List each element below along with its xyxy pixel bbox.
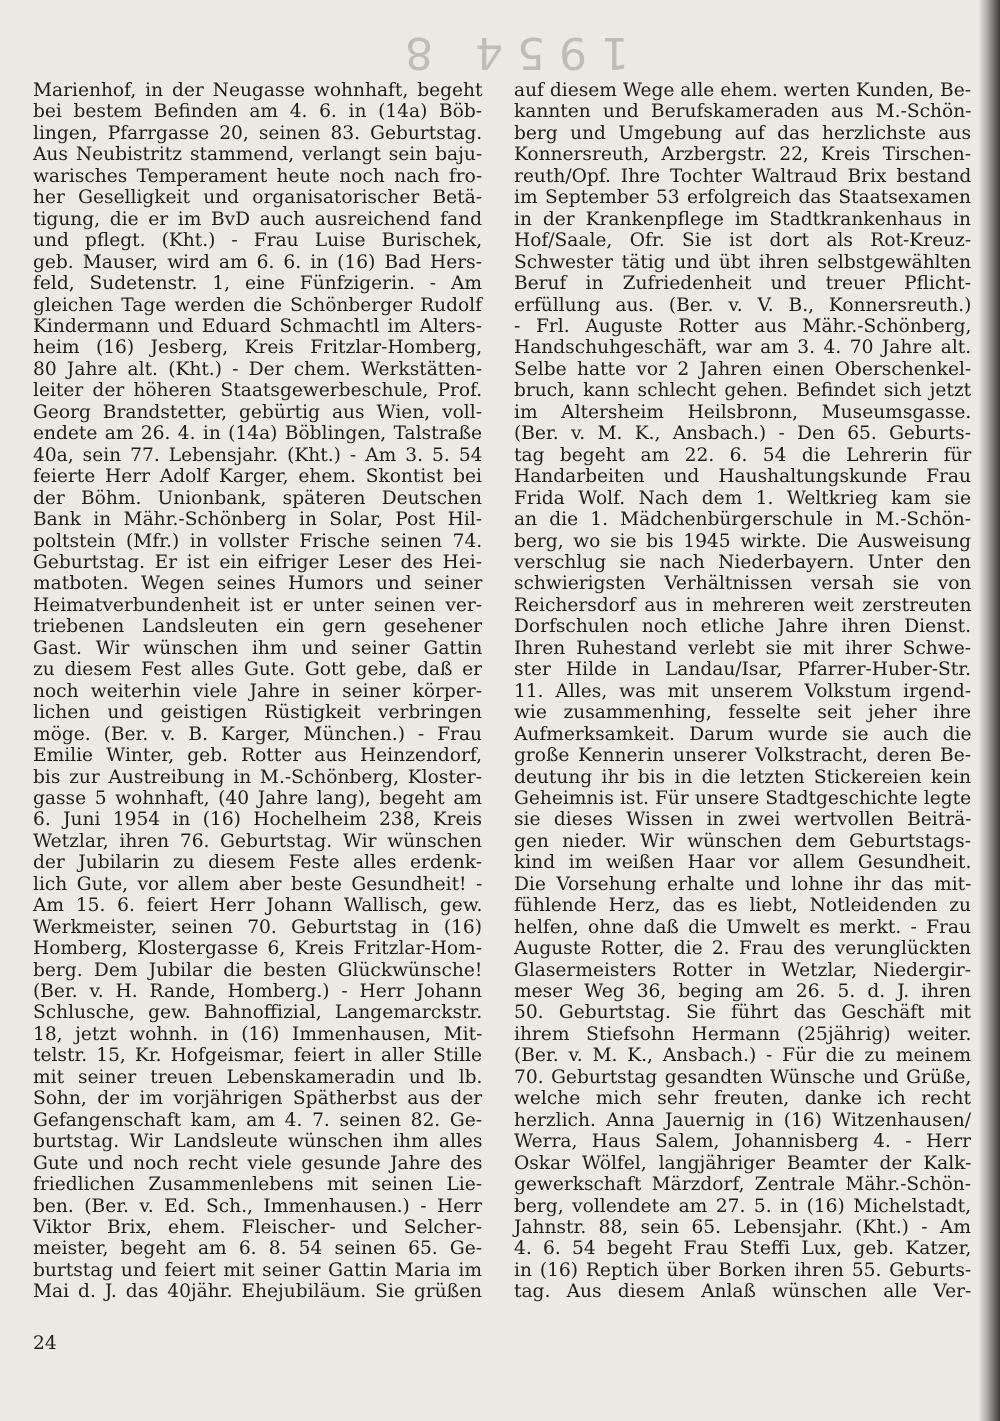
- page-number: 24: [33, 1333, 57, 1354]
- right-column-line: auf diesem Wege alle ehem. werten Kunden, Be-: [514, 80, 971, 101]
- left-column-line: feld, Sudetenstr. 1, eine Fünfzigerin. - Am: [33, 273, 483, 295]
- right-column-line: gen nieder. Wir wünschen dem Geburtstags-: [514, 830, 971, 852]
- right-column-line: meser Weg 36, beging am 26. 5. d. J. ihren: [514, 981, 971, 1003]
- left-column-line: möge. (Ber. v. B. Karger, München.) - Frau: [33, 723, 482, 745]
- right-column-line: tag. Aus diesem Anlaß wünschen alle Ver-: [514, 1281, 972, 1303]
- right-column-line: - Frl. Auguste Rotter aus Mähr.-Schönberg,: [514, 315, 972, 337]
- right-column-line: Hof/Saale, Ofr. Sie ist dort als Rot-Kreuz-: [514, 230, 972, 252]
- right-column-line: Die Vorsehung erhalte und lohne ihr das mit-: [514, 873, 972, 895]
- left-column: [33, 80, 482, 1303]
- left-column-line: Am 15. 6. feiert Herr Johann Wallisch, gew.: [33, 895, 483, 917]
- right-column-line: berg, vollendete am 27. 5. in (16) Michelstadt,: [514, 1195, 971, 1217]
- left-column-line: poltstein (Mfr.) in vollster Frische seinen 74.: [33, 530, 483, 552]
- left-column-line: Viktor Brix, ehem. Fleischer- und Selcher-: [33, 1217, 482, 1239]
- right-column-line: Aufmerksamkeit. Darum wurde sie auch die: [514, 723, 972, 745]
- left-column-line: her Geselligkeit und organisatorischer Betä-: [33, 187, 482, 209]
- right-column-line: (Ber. v. M. K., Ansbach.) - Für die zu meinem: [514, 1045, 972, 1067]
- left-column-line: berg. Dem Jubilar die besten Glückwünsche!: [33, 959, 483, 981]
- left-column-line: gleichen Tage werden die Schönberger Rudolf: [33, 294, 482, 316]
- left-column-line: tigung, die er im BvD auch ausreichend fand: [33, 208, 482, 230]
- right-column-line: sie dieses Wissen in zwei wertvollen Beiträ-: [514, 809, 972, 831]
- right-column-line: Schwester tätig und übt ihren selbstgewählten: [514, 251, 972, 273]
- right-column-line: schwierigsten Verhältnissen versah sie von: [514, 573, 972, 595]
- right-column-line: an die 1. Mädchenbürgerschule in M.-Schön-: [514, 509, 971, 531]
- right-column-line: gewerkschaft Märzdorf, Zentrale Mähr.-Schön-: [514, 1174, 972, 1196]
- right-column-line: Konnersreuth, Arzbergstr. 22, Kreis Tirschen-: [514, 144, 971, 166]
- right-column-line: 70. Geburtstag gesandten Wünsche und Grüße,: [514, 1066, 972, 1088]
- left-column-line: ben. (Ber. v. Ed. Sch., Immenhausen.) - Herr: [33, 1195, 482, 1217]
- right-column-line: berg, wo sie bis 1945 wirkte. Die Ausweisung: [514, 530, 971, 552]
- left-column-line: Sohn, der im vorjährigen Spätherbst aus der: [33, 1088, 483, 1110]
- right-column-line: berg und Umgebung auf das herzlichste aus: [514, 122, 972, 144]
- left-column-line: Kindermann und Eduard Schmachtl im Alters-: [33, 315, 482, 337]
- right-column-line: in (16) Reptich über Borken ihren 55. Geburts-: [514, 1259, 972, 1281]
- left-column-line: der Jubilarin zu diesem Feste alles erdenk-: [33, 852, 482, 874]
- left-column-line: und pflegt. (Kht.) - Frau Luise Burischek,: [33, 230, 483, 252]
- right-column-line: Handarbeiten und Haushaltungskunde Frau: [514, 466, 971, 488]
- right-column-line: Jahnstr. 88, sein 65. Lebensjahr. (Kht.) - Am: [514, 1217, 971, 1239]
- right-column-line: ster Hilde in Landau/Isar, Pfarrer-Huber-Str.: [514, 659, 971, 681]
- left-column-line: feierte Herr Adolf Karger, ehem. Skontist bei: [33, 466, 482, 488]
- page-edge-shadow: [978, 0, 1000, 1421]
- right-column-line: wie zusammenhing, fesselte seit jeher ihre: [514, 702, 971, 724]
- right-column-line: helfen, ohne daß die Umwelt es merkt. - Frau: [514, 916, 971, 938]
- right-column-line: 50. Geburtstag. Sie führt das Geschäft mit: [514, 1002, 971, 1024]
- left-column-line: mit seiner treuen Lebenskameradin und lb.: [33, 1066, 483, 1088]
- left-column-line: bis zur Austreibung in M.-Schönberg, Kloster-: [33, 766, 482, 788]
- right-column-line: Dorfschulen noch etliche Jahre ihren Dienst.: [514, 616, 971, 638]
- left-column-line: Marienhof, in der Neugasse wohnhaft, begeht: [33, 80, 483, 101]
- left-column-line: Georg Brandstetter, gebürtig aus Wien, voll-: [33, 401, 482, 423]
- left-column-line: 6. Juni 1954 in (16) Hochelheim 238, Kreis: [33, 809, 482, 831]
- left-column-line: meister, begeht am 6. 8. 54 seinen 65. Ge-: [33, 1238, 482, 1260]
- left-column-line: Bank in Mähr.-Schönberg in Solar, Post Hil-: [33, 509, 482, 531]
- right-column-line: Frida Wolf. Nach dem 1. Weltkrieg kam sie: [514, 487, 971, 509]
- archive-stamp: 1954 8: [391, 27, 629, 78]
- right-column-line: Reichersdorf aus in mehreren weit zerstreuten: [514, 594, 972, 616]
- left-column-line: geb. Mauser, wird am 6. 6. in (16) Bad Hers-: [33, 251, 482, 273]
- right-column-line: Glasermeisters Rotter in Wetzlar, Niedergir-: [514, 959, 971, 981]
- left-column-line: heim (16) Jesberg, Kreis Fritzlar-Homberg,: [33, 337, 483, 359]
- right-column-line: erfüllung aus. (Ber. v. V. B., Konnersreuth.): [514, 294, 972, 316]
- right-column-line: herzlich. Anna Jauernig in (16) Witzenhausen/: [514, 1109, 971, 1131]
- left-column-line: matboten. Wegen seines Humors und seiner: [33, 573, 483, 595]
- right-column-line: kind im weißen Haar vor allem Gesundheit.: [514, 852, 972, 874]
- right-column-line: fühlende Herz, das es liebt, Notleidenden zu: [514, 895, 971, 917]
- left-column-line: telstr. 15, Kr. Hofgeismar, feiert in aller Stille: [33, 1045, 482, 1067]
- right-column-line: im September 53 erfolgreich das Staatsexamen: [514, 187, 971, 209]
- left-column-line: 80 Jahre alt. (Kht.) - Der chem. Werkstätten-: [33, 358, 482, 380]
- left-column-line: gasse 5 wohnhaft, (40 Jahre lang), begeht am: [33, 787, 483, 809]
- left-column-line: Schlusche, gew. Bahnoffizial, Langemarckstr.: [33, 1002, 483, 1024]
- left-column-line: noch weiterhin viele Jahre in seiner körper-: [33, 680, 482, 702]
- left-column-line: lichen und geistigen Rüstigkeit verbringen: [33, 702, 482, 724]
- right-column-line: (Ber. v. M. K., Ansbach.) - Den 65. Geburts-: [514, 423, 971, 445]
- right-column-line: welche mich sehr freuten, danke ich recht: [514, 1088, 971, 1110]
- left-column-line: lich Gute, vor allem aber beste Gesundheit! -: [33, 873, 483, 895]
- left-column-line: Emilie Winter, geb. Rotter aus Heinzendorf,: [33, 745, 482, 767]
- left-column-line: 18, jetzt wohnh. in (16) Immenhausen, Mit-: [33, 1023, 483, 1045]
- left-column-line: der Böhm. Unionbank, späteren Deutschen: [33, 487, 482, 509]
- left-column-line: 40a, sein 77. Lebensjahr. (Kht.) - Am 3. 5. 54: [33, 444, 483, 466]
- right-column-line: große Kennerin unserer Volkstracht, deren Be-: [514, 745, 972, 767]
- right-column-line: deutung ihr bis in die letzten Stickereien kein: [514, 766, 972, 788]
- left-column-line: Homberg, Klostergasse 6, Kreis Fritzlar-Hom-: [33, 938, 482, 960]
- left-column-line: Heimatverbundenheit ist er unter seinen ver-: [33, 594, 482, 616]
- right-column-line: im Altersheim Heilsbronn, Museumsgasse.: [514, 401, 972, 423]
- left-column-line: Mai d. J. das 40jähr. Ehejubiläum. Sie grüßen: [33, 1281, 482, 1303]
- right-column: [514, 80, 971, 1303]
- right-column-line: reuth/Opf. Ihre Tochter Waltraud Brix bestand: [514, 165, 972, 187]
- left-column-line: burtstag. Wir Landsleute wünschen ihm alles: [33, 1131, 483, 1153]
- right-column-line: bruch, kann schlecht gehen. Befindet sich jetzt: [514, 380, 972, 402]
- left-column-line: friedlichen Zusammenlebens mit seinen Lie-: [33, 1174, 482, 1196]
- right-column-line: tag begeht am 22. 6. 54 die Lehrerin für: [514, 444, 972, 466]
- left-column-line: lingen, Pfarrgasse 20, seinen 83. Geburtstag.: [33, 122, 483, 144]
- right-column-line: Geheimnis ist. Für unsere Stadtgeschichte legte: [514, 787, 972, 809]
- left-column-line: Gefangenschaft kam, am 4. 7. seinen 82. Ge-: [33, 1109, 482, 1131]
- left-column-line: Geburtstag. Er ist ein eifriger Leser des Hei-: [33, 551, 482, 573]
- right-column-line: in der Krankenpflege im Stadtkrankenhaus in: [514, 208, 971, 230]
- right-column-line: verschlug sie nach Niederbayern. Unter den: [514, 551, 971, 573]
- left-column-line: bei bestem Befinden am 4. 6. in (14a) Böb-: [33, 101, 483, 123]
- right-column-line: Beruf in Zufriedenheit und treuer Pflicht-: [514, 273, 971, 295]
- right-column-line: 4. 6. 54 begeht Frau Steffi Lux, geb. Katzer,: [514, 1238, 972, 1260]
- left-column-line: burtstag und feiert mit seiner Gattin Maria im: [33, 1259, 482, 1281]
- left-column-line: Gast. Wir wünschen ihm und seiner Gattin: [33, 637, 483, 659]
- right-column-line: Handschuhgeschäft, war am 3. 4. 70 Jahre alt.: [514, 337, 972, 359]
- right-column-line: Selbe hatte vor 2 Jahren einen Oberschenkel-: [514, 358, 972, 380]
- left-column-line: (Ber. v. H. Rande, Homberg.) - Herr Johann: [33, 981, 482, 1003]
- left-column-line: Werkmeister, seinen 70. Geburtstag in (16): [33, 916, 482, 938]
- right-column-line: Ihren Ruhestand verlebt sie mit ihrer Schwe-: [514, 637, 971, 659]
- left-column-line: warisches Temperament heute noch nach fro-: [33, 165, 483, 187]
- right-column-line: Werra, Haus Salem, Johannisberg 4. - Herr: [514, 1131, 971, 1153]
- left-column-line: zu diesem Fest alles Gute. Gott gebe, daß er: [33, 659, 482, 681]
- right-column-line: kannten und Berufskameraden aus M.-Schön-: [514, 101, 972, 123]
- left-column-line: Wetzlar, ihren 76. Geburtstag. Wir wünschen: [33, 830, 482, 852]
- right-column-line: Oskar Wölfel, langjähriger Beamter der Kalk-: [514, 1152, 972, 1174]
- left-column-line: Aus Neubistritz stammend, verlangt sein baju-: [33, 144, 483, 166]
- right-column-line: Auguste Rotter, die 2. Frau des verunglückten: [514, 938, 971, 960]
- left-column-line: triebenen Landsleuten ein gern gesehener: [33, 616, 483, 638]
- right-column-line: ihrem Stiefsohn Hermann (25jährig) weiter.: [514, 1023, 972, 1045]
- left-column-line: endete am 26. 4. in (14a) Böblingen, Talstraße: [33, 423, 482, 445]
- left-column-line: leiter der höheren Staatsgewerbeschule, Prof.: [33, 380, 483, 402]
- right-column-line: 11. Alles, was mit unserem Volkstum irgend-: [514, 680, 972, 702]
- left-column-line: Gute und noch recht viele gesunde Jahre des: [33, 1152, 483, 1174]
